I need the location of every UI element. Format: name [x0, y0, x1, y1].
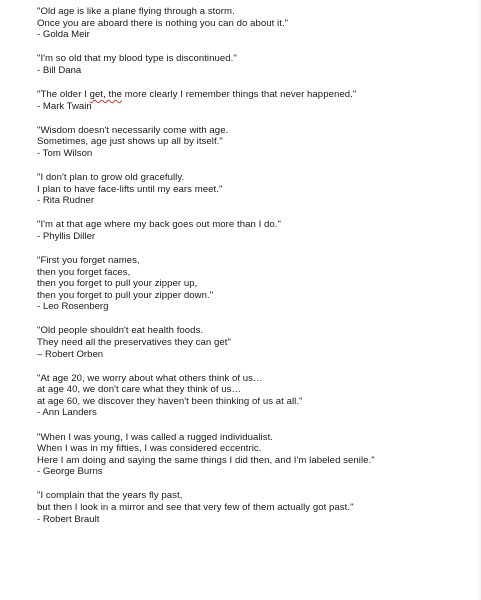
quote-line: "Wisdom doesn't necessarily come with age.: [37, 124, 229, 136]
quote-author: - Golda Meir: [37, 29, 90, 41]
quote-line: "When I was young, I was called a rugged individualist.: [37, 431, 273, 443]
quote-line: "I don't plan to grow old gracefully.: [37, 171, 185, 183]
quote-line: "I'm so old that my blood type is discontinued.": [37, 53, 237, 65]
quote-block: [37, 490, 481, 525]
quote-line: "First you forget names,: [37, 254, 140, 266]
quote-line: then you forget to pull your zipper down.": [37, 289, 214, 301]
quote-author: - Bill Dana: [37, 64, 82, 76]
quote-block: [37, 432, 481, 478]
quote-line: "Old age is like a plane flying through a storm.: [37, 6, 235, 17]
quote-line: Here I am doing and saying the same things I did then, and I'm labeled senile.": [37, 454, 375, 466]
quote-line: I plan to have face-lifts until my ears meet.": [37, 183, 223, 195]
quote-author: - Tom Wilson: [37, 147, 93, 159]
quote-author: - Mark Twain: [37, 100, 92, 112]
quote-author: - George Burns: [37, 466, 103, 478]
quote-block: [37, 53, 481, 76]
quote-line-with-spellcheck: [37, 89, 481, 101]
quote-author: - Rita Rudner: [37, 195, 95, 207]
quote-block: [37, 255, 481, 313]
quote-line: When I was in my fifties, I was considered eccentric.: [37, 443, 262, 455]
quote-line: Sometimes, age just shows up all by itself.": [37, 136, 223, 148]
quote-text-before: "The older I: [37, 88, 90, 100]
quote-line: at age 40, we don't care what they think of us…: [37, 384, 242, 396]
quote-block: [37, 89, 481, 112]
quote-block: [37, 125, 481, 160]
quote-text-after: more clearly I remember things that never happened.": [122, 88, 357, 100]
page-edge-shadow: [477, 0, 481, 600]
quote-line: at age 60, we discover they haven't been thinking of us at all.": [37, 395, 303, 407]
quote-block: [37, 6, 481, 41]
quote-line: They need all the preservatives they can get": [37, 336, 231, 348]
quote-line: then you forget faces,: [37, 266, 131, 278]
quote-block: [37, 325, 481, 360]
quote-line: "At age 20, we worry about what others think of us…: [37, 372, 263, 384]
quote-line: then you forget to pull your zipper up,: [37, 278, 198, 290]
quote-author: - Phyllis Diller: [37, 230, 96, 242]
quote-line: "I complain that the years fly past,: [37, 490, 183, 502]
quote-block: [37, 219, 481, 242]
quote-author: – Robert Orben: [37, 348, 104, 360]
quote-line: "I'm at that age where my back goes out more than I do.": [37, 219, 281, 231]
quote-author: - Leo Rosenberg: [37, 301, 109, 313]
quote-author: - Ann Landers: [37, 407, 97, 419]
quote-line: but then I look in a mirror and see that very few of them actually got past.": [37, 502, 354, 513]
quote-block: [37, 373, 481, 419]
quote-line: "Old people shouldn't eat health foods.: [37, 325, 204, 337]
quote-author: - Robert Brault: [37, 513, 100, 525]
quote-block: [37, 172, 481, 207]
spellcheck-flagged-word[interactable]: get, the: [89, 88, 122, 100]
quote-line: Once you are aboard there is nothing you can do about it.": [37, 17, 289, 29]
